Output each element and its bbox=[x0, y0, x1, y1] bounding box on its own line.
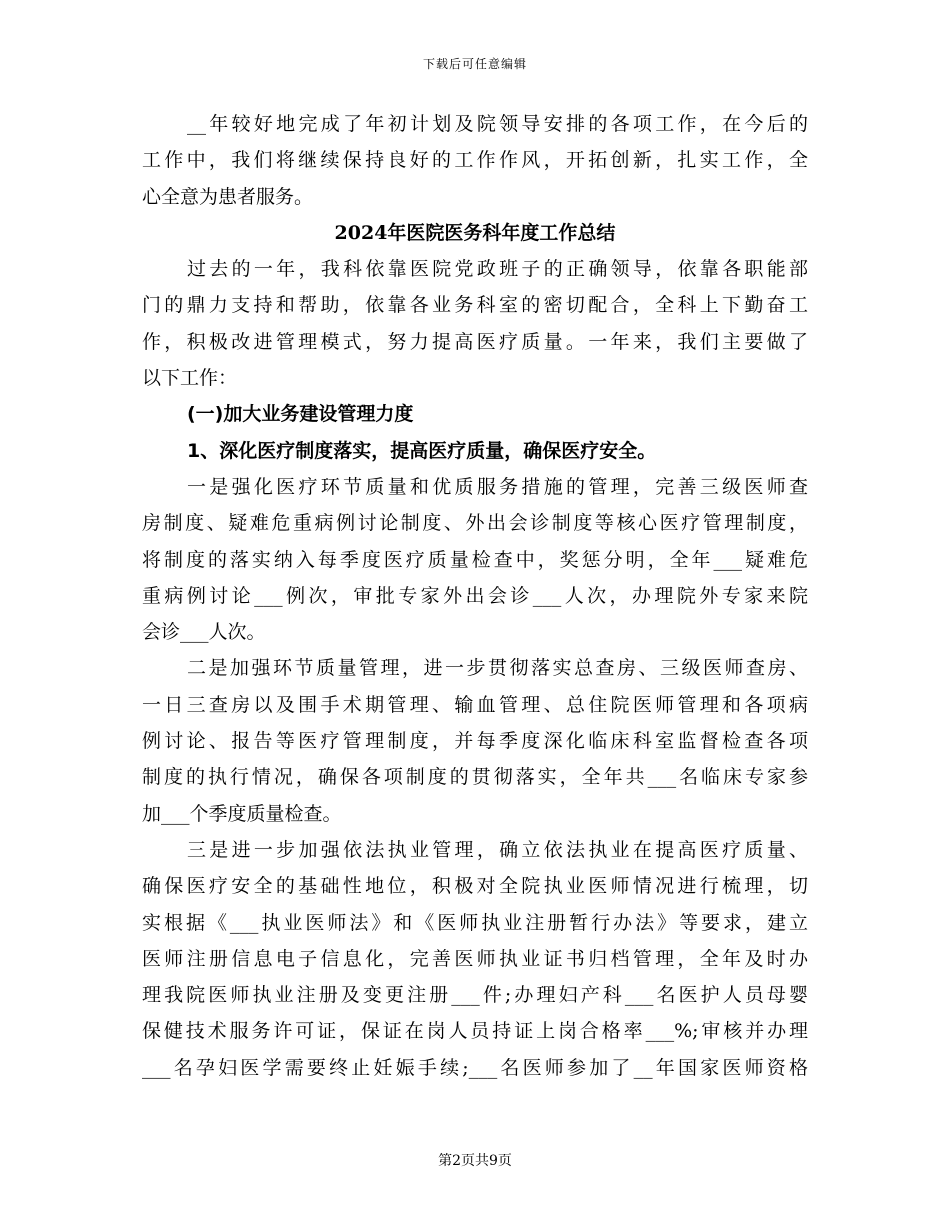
section-heading: (一)加大业务建设管理力度 bbox=[187, 403, 414, 426]
text-line: 三是进一步加强依法执业管理，确立依法执业在提高医疗质量、 bbox=[187, 838, 808, 861]
text-line: __年较好地完成了年初计划及院领导安排的各项工作，在今后的 bbox=[187, 113, 808, 135]
section-title: 2024年医院医务科年度工作总结 bbox=[334, 221, 616, 244]
text-line: 二是加强环节质量管理，进一步贯彻落实总查房、三级医师查房、 bbox=[187, 657, 808, 680]
text-line: 一是强化医疗环节质量和优质服务措施的管理，完善三级医师查 bbox=[187, 475, 808, 498]
text-line: 确保医疗安全的基础性地位，积极对全院执业医师情况进行梳理，切 bbox=[142, 875, 808, 898]
page-header: 下载后可任意编辑 bbox=[422, 57, 527, 71]
text-line: 实根据《___执业医师法》和《医师执业注册暂行办法》等要求，建立 bbox=[142, 911, 808, 934]
document-body bbox=[142, 106, 808, 1086]
text-line: 会诊___人次。 bbox=[142, 621, 266, 644]
text-line: 制度的执行情况，确保各项制度的贯彻落实，全年共___名临床专家参 bbox=[142, 766, 808, 789]
text-line: 作，积极改进管理模式，努力提高医疗质量。一年来，我们主要做了 bbox=[142, 330, 808, 353]
text-line: 一日三查房以及围手术期管理、输血管理、总住院医师管理和各项病 bbox=[142, 693, 808, 716]
text-line: 房制度、疑难危重病例讨论制度、外出会诊制度等核心医疗管理制度， bbox=[142, 512, 808, 535]
text-line: ___名孕妇医学需要终止妊娠手续;___名医师参加了__年国家医师资格 bbox=[142, 1056, 808, 1079]
text-line: 过去的一年，我科依靠医院党政班子的正确领导，依靠各职能部 bbox=[187, 258, 808, 281]
text-line: 理我院医师执业注册及变更注册___件;办理妇产科___名医护人员母婴 bbox=[142, 984, 808, 1007]
text-line: 重病例讨论___例次，审批专家外出会诊___人次，办理院外专家来院 bbox=[142, 584, 808, 607]
text-line: 加___个季度质量检查。 bbox=[142, 802, 342, 825]
text-line: 以下工作： bbox=[142, 367, 238, 390]
text-line: 医师注册信息电子信息化，完善医师执业证书归档管理，全年及时办 bbox=[142, 947, 808, 970]
text-line: 门的鼎力支持和帮助，依靠各业务科室的密切配合，全科上下勤奋工 bbox=[142, 294, 808, 317]
page-footer: 第2页共9页 bbox=[438, 1153, 512, 1169]
text-line: 心全意为患者服务。 bbox=[142, 185, 314, 208]
text-line: 工作中，我们将继续保持良好的工作作风，开拓创新，扎实工作，全 bbox=[142, 149, 808, 172]
text-line: 保健技术服务许可证，保证在岗人员持证上岗合格率___%;审核并办理 bbox=[142, 1020, 808, 1043]
text-line: 例讨论、报告等医疗管理制度，并每季度深化临床科室监督检查各项 bbox=[142, 730, 808, 753]
text-line: 将制度的落实纳入每季度医疗质量检查中，奖惩分明，全年___疑难危 bbox=[142, 548, 808, 571]
section-heading: 1、深化医疗制度落实，提高医疗质量，确保医疗安全。 bbox=[187, 439, 657, 462]
